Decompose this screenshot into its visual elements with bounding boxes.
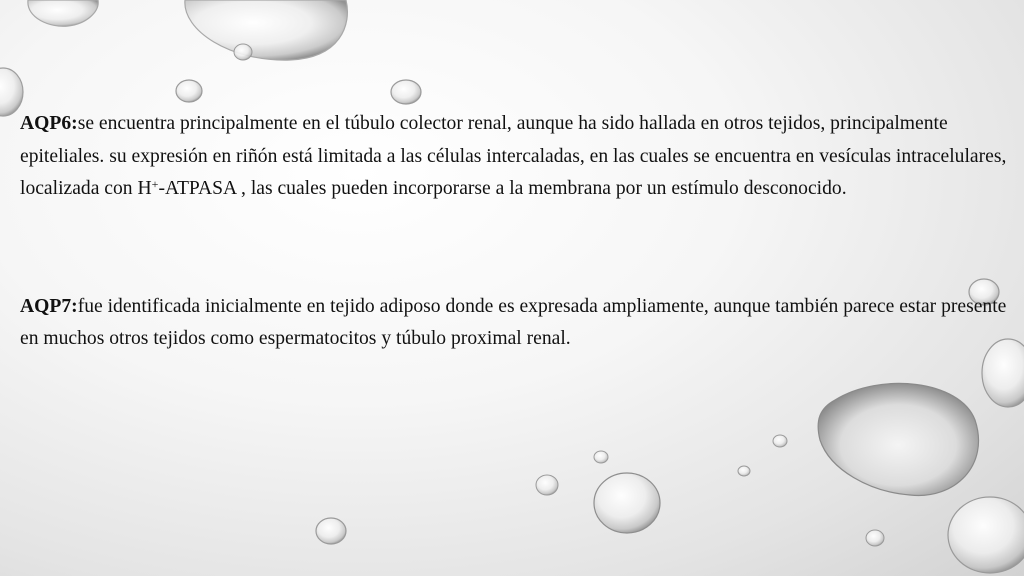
water-drop [738, 466, 750, 476]
term-aqp6: AQP6: [20, 113, 78, 134]
water-drop [176, 80, 202, 102]
superscript-plus: + [151, 177, 159, 191]
water-drop [234, 44, 252, 60]
paragraph-aqp6 [20, 108, 1020, 206]
water-drop [773, 435, 787, 447]
term-aqp7: AQP7: [20, 295, 78, 317]
water-drop [391, 80, 421, 104]
paragraph-aqp7 [20, 291, 1020, 356]
water-drop [948, 497, 1024, 573]
paragraph-text: se encuentra principalmente en el túbulo colector renal, aunque ha sido hallada en otros tejidos, principalmente epiteliales. su expresión en riñón está limitada a las células intercaladas, en las cuales se encuentra en vesículas intracelulares, localizada con H [20, 113, 1007, 199]
water-drop [594, 473, 660, 533]
water-drop [536, 475, 558, 495]
paragraph-text: -ATPASA , las cuales pueden incorporarse a la membrana por un estímulo desconocido. [158, 178, 847, 199]
water-drop [594, 451, 608, 463]
water-drop [316, 518, 346, 544]
water-drop [185, 0, 348, 60]
paragraph-text: fue identificada inicialmente en tejido adiposo donde es expresada ampliamente, aunque también parece estar presente en muchos otros tejidos como espermatocitos y túbulo proximal renal. [20, 295, 1007, 349]
slide-body [20, 108, 1020, 356]
water-drop [28, 0, 98, 26]
water-drop [866, 530, 884, 546]
water-drop [818, 383, 978, 495]
